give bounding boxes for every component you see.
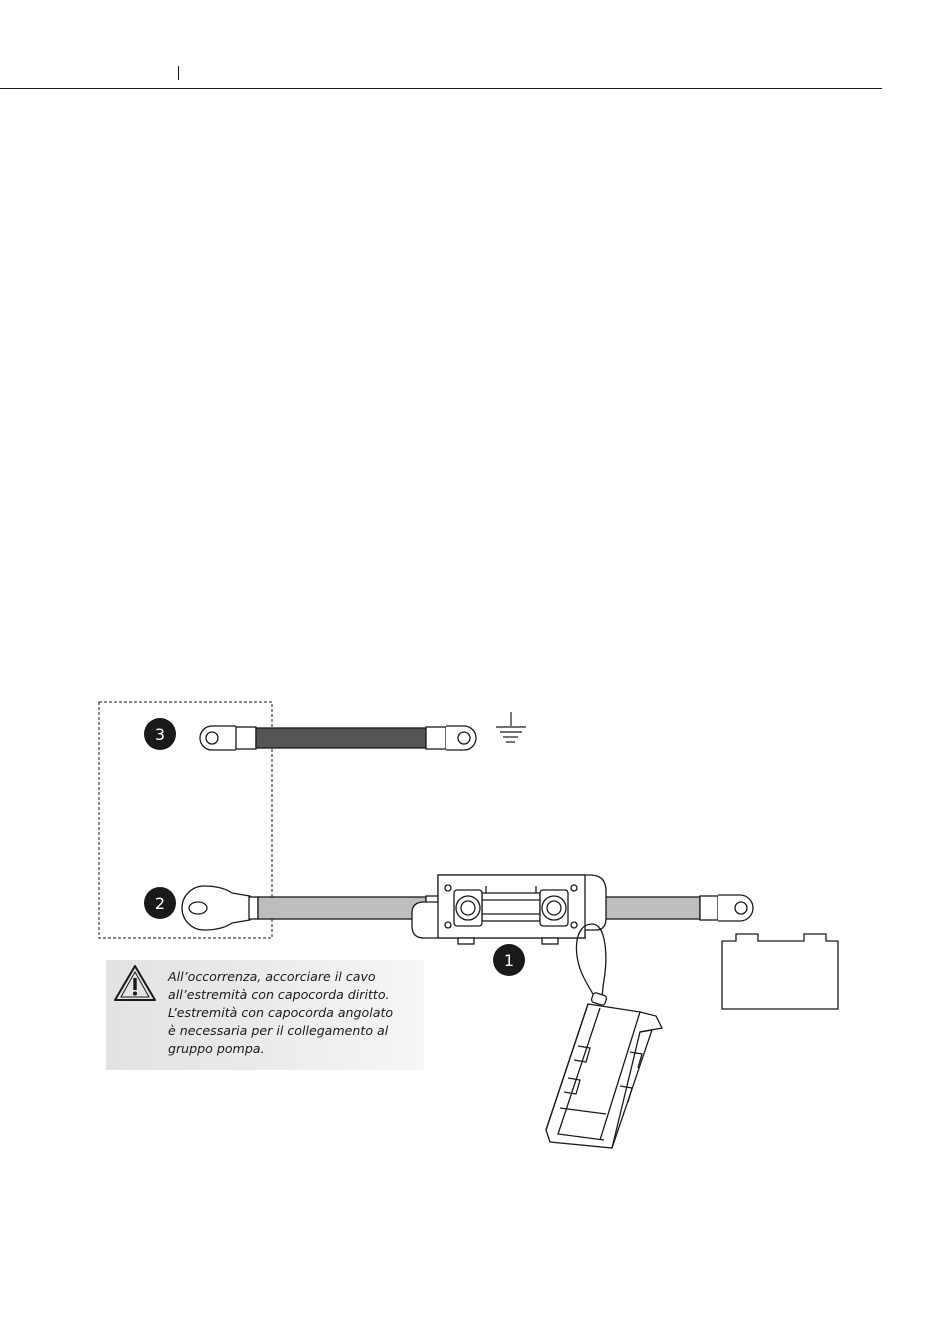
warning-text [168,968,418,1058]
header-tick [178,66,179,80]
battery-icon [722,934,838,1009]
connector-plug [546,924,662,1148]
warning-line: all’estremità con capocorda diritto. [168,987,390,1002]
ground-cable [200,726,476,750]
fuse-link [482,893,540,921]
battery-cable-right-section [596,897,700,919]
warning-line: è necessaria per il collegamento al [168,1023,389,1038]
ground-cable-body [256,728,426,748]
badge-cable-ground-label: 3 [154,725,166,744]
warning-line: L’estremità con capocorda angolato [168,1005,394,1020]
header-rule [0,88,882,89]
badge-cable-battery [144,887,176,919]
warning-line: gruppo pompa. [168,1041,265,1056]
warning-line: All’occorrenza, accorciare il cavo [168,969,376,984]
badge-cable-battery-label: 2 [154,894,166,913]
warning-note [106,960,424,1070]
wiring-diagram [0,690,950,1170]
badge-fuse-holder [493,944,525,976]
badge-fuse-holder-label: 1 [503,951,515,970]
battery-cable-left-section [258,897,426,919]
fuse-holder [412,875,606,944]
badge-cable-ground [144,718,176,750]
warning-triangle-icon [112,962,158,1004]
ground-symbol-icon [496,712,526,742]
